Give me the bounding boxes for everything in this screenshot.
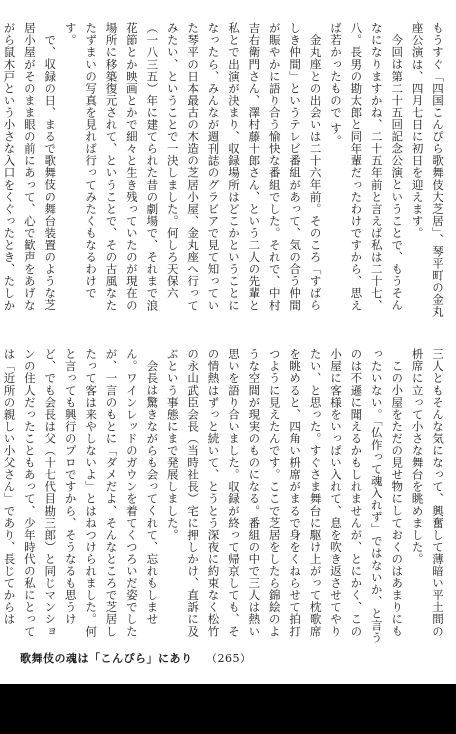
paragraph: 会長は驚きながらも会ってくれて、忘れもしません。ワインレッドのガウンを着てくつろいだ姿でしたが、一言のもとに「ダメだよ、そんなところで芝居したって客は来やしないよ」とはねつけられました。何と言っても興行のプロですから、そうなるも思うけど、でも会長は父（十七代目勘三郎）と同じマンションの住人だったこともあって、少年時代の私にとっては「近所の親しい小父さん」であり、長じてからは	[2, 348, 160, 638]
upper-text-block	[2, 22, 448, 318]
page-footer	[0, 650, 456, 668]
paragraph: 三人ともそんな気になって、興奮して薄暗い平土間の枡席に立って小さな舞台を眺めました。	[410, 348, 445, 638]
running-head: 歌舞伎の魂は「こんぴら」にあり	[20, 652, 193, 665]
bottom-black-band	[0, 684, 456, 734]
paragraph: 金丸座との出会いは二十六年前。そのころ「すばらしき仲間」というテレビ番組があって、気の合う仲間が賑やかに語り合う愉快な番組でした。それで、中村吉右衛門さん、澤村藤十郎さん、という二人の先輩と私とで出演が決まり、収録場所はどこかということになったら、みんなが週刊誌のグラビアで見て知っていた琴平の日本最古の木造の芝居小屋、金丸座へ行ってみたい、ということで一決しました。何しろ天保六（一八三五）年に建てられた昔の劇場で、それまで浪花節とか映画とかで細々と生き残っていたのが現在の場所に移築復元されて、ということで、その古風なたたずまいの写真を見れば行ってみたくもなるわけです。	[63, 22, 323, 312]
paragraph: 今回は第二十五回記念公演ということで、もうそんなになりますかね、二十五年前と言えば私は二十七、八。長男の勘太郎と同年輩だったわけですから、思えば若かったもので す。	[328, 22, 405, 312]
lower-text-block	[2, 348, 448, 648]
paragraph: この小屋をただの見せ物にしておくのはあまりにもったいない。「仏作って魂入れず」ではないか、と言うのは不遜に聞えるかもしれませんが、とにかく、この小屋に客様をいっぱい入れて、息を吹き返させてやりたい、と思った。すぐさま舞台に駆け上がって枕歌席を眺めると、四角い枡席がまるで身をくねらせて拍打つように見えたんです。ここで芝居をしたら錦絵のような空間が現実のものになる。番組の中で三人は熱い思いを語り合いました。収録が終って帰京しても、その情熱はずっと続いて、とうとう深夜に約束なく松竹の永山武臣会長（当時社長）宅に押しかけ、直訴に及ぶという事態にまで発展しました。	[165, 348, 405, 644]
paragraph: で、収録の日、まるで歌舞伎の舞台装置のような芝居小屋がそのまま眼の前にあって、心で歓声をあげながら鼠木戸という小さな入口をくぐったとき、たしか	[2, 22, 58, 312]
paragraph: もうすぐ「四国こんぴら歌舞伎大芝居」、琴平町の金丸座公演は、四月七日に初日を迎えます。	[410, 22, 445, 318]
page-number: （265）	[206, 652, 252, 665]
